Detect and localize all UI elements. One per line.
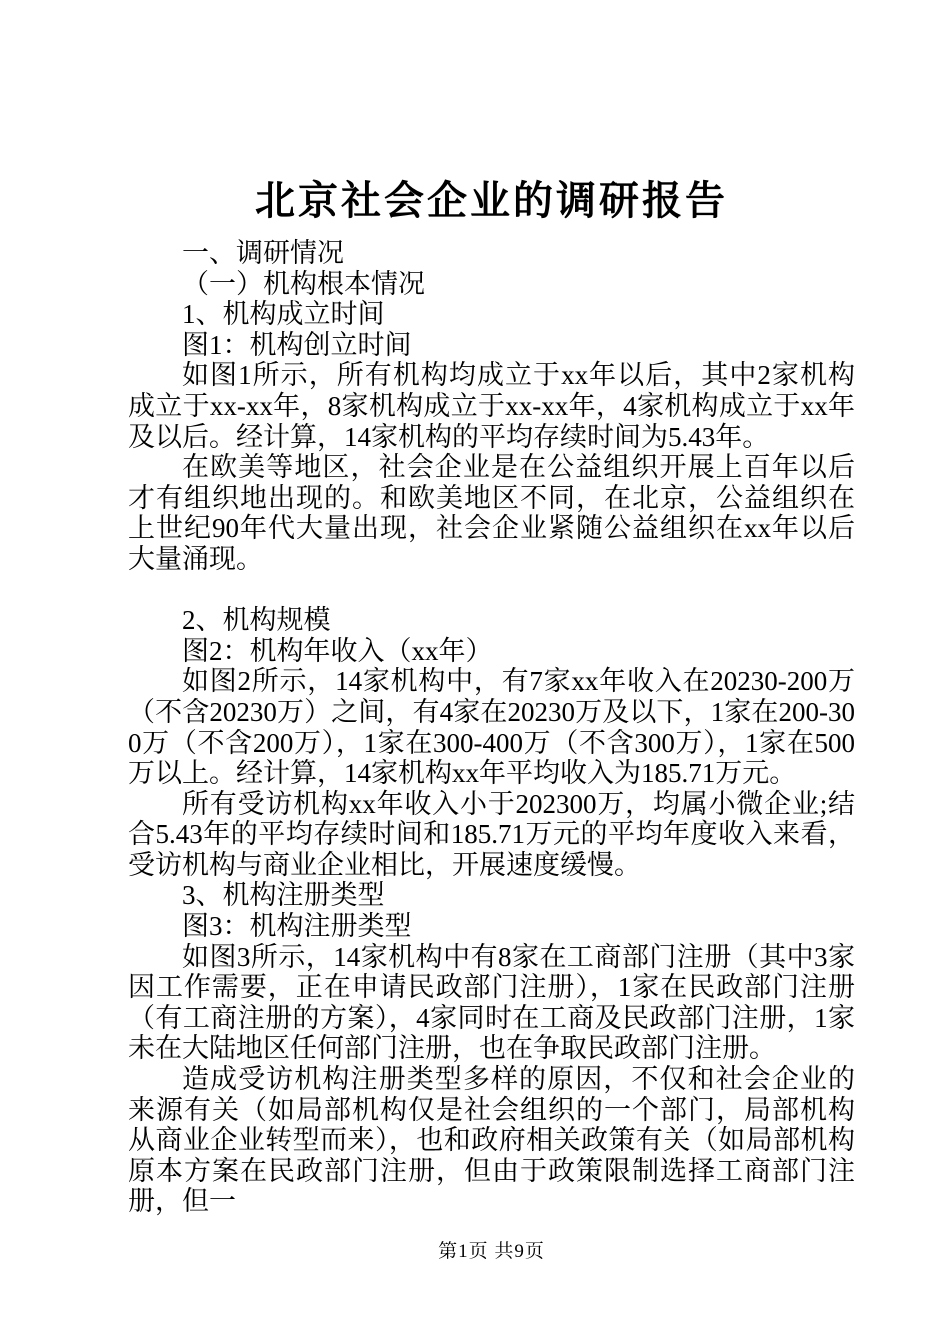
item-heading-founding-time: 1、机构成立时间 [182, 299, 385, 330]
paragraph-registration-reasons: 造成受访机构注册类型多样的原因，不仅和社会企业的来源有关（如局部机构仅是社会组织的一个部门，局部机构从商业企业转型而来），也和政府相关政策有关（如局部机构原本方案在民政部门注册，但由于政策限制选择工商部门注册，但一 [128, 1064, 855, 1217]
paragraph-registration-distribution: 如图3所示，14家机构中有8家在工商部门注册（其中3家因工作需要，正在申请民政部门注册），1家在民政部门注册（有工商注册的方案），4家同时在工商及民政部门注册，1家未在大陆地区任何部门注册，也在争取民政部门注册。 [128, 941, 855, 1064]
subsection-heading-1-1: （一）机构根本情况 [182, 268, 425, 299]
figure-caption-3: 图3：机构注册类型 [182, 911, 412, 942]
item-heading-org-scale: 2、机构规模 [182, 605, 331, 636]
figure-caption-1: 图1：机构创立时间 [182, 329, 412, 360]
paragraph-founding-time: 如图1所示，所有机构均成立于xx年以后，其中2家机构成立于xx-xx年，8家机构成立于xx-xx年，4家机构成立于xx年及以后。经计算，14家机构的平均存续时间为5.43年。 [128, 360, 855, 452]
page-number-footer: 第1页 共9页 [438, 1241, 545, 1262]
document-title: 北京社会企业的调研报告 [255, 178, 728, 223]
item-heading-registration-type: 3、机构注册类型 [182, 880, 385, 911]
paragraph-annual-income: 如图2所示，14家机构中，有7家xx年收入在20230-200万（不含20230万）之间，有4家在20230万及以下，1家在200-300万（不含200万），1家在300-400万（不含300万），1家在500万以上。经计算，14家机构xx年平均收入为185.71万元。 [128, 666, 855, 789]
section-heading-1: 一、调研情况 [182, 238, 344, 268]
figure-caption-2: 图2：机构年收入（xx年） [182, 635, 493, 666]
paragraph-small-micro-enterprise: 所有受访机构xx年收入小于202300万，均属小微企业;结合5.43年的平均存续时间和185.71万元的平均年度收入来看，受访机构与商业企业相比，开展速度缓慢。 [128, 788, 855, 880]
paragraph-region-comparison: 在欧美等地区，社会企业是在公益组织开展上百年以后才有组织地出现的。和欧美地区不同，在北京，公益组织在上世纪90年代大量出现，社会企业紧随公益组织在xx年以后大量涌现。 [128, 452, 855, 574]
blank-line [128, 575, 855, 606]
